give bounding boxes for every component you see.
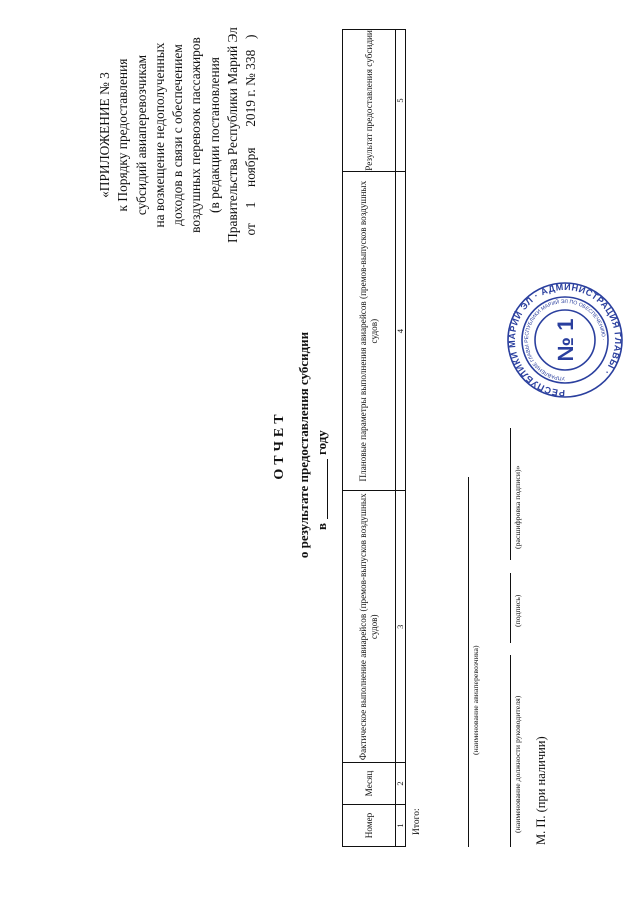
appendix-line: доходов в связи с обеспечением bbox=[170, 44, 186, 226]
date-day: 1 bbox=[243, 201, 259, 209]
signature-line[interactable] bbox=[510, 573, 511, 643]
year-blank-field[interactable] bbox=[327, 459, 328, 519]
column-number: 2 bbox=[396, 763, 406, 805]
decoding-label: (расшифровка подписи)» bbox=[513, 465, 522, 549]
official-stamp bbox=[505, 280, 625, 400]
table-row bbox=[396, 30, 406, 847]
carrier-label: (наименование авиаперевозчика) bbox=[471, 645, 480, 755]
stamp-number: № 1 bbox=[553, 318, 578, 362]
appendix-line: воздушных перевозок пассажиров bbox=[188, 37, 204, 233]
year-prefix: в bbox=[314, 522, 329, 530]
date-prefix: от bbox=[243, 223, 259, 236]
date-year: 2019 bbox=[243, 100, 259, 127]
column-number: 4 bbox=[396, 171, 406, 491]
appendix-line: на возмещение недополученных bbox=[151, 42, 167, 228]
stamp-outer-text: РЕСПУБЛИКИ МАРИЙ ЭЛ · АДМИНИСТРАЦИЯ ГЛАВЫ · bbox=[506, 281, 624, 399]
position-line[interactable] bbox=[510, 655, 511, 847]
appendix-line: к Порядку предоставления bbox=[115, 58, 131, 212]
date-g: г. bbox=[243, 89, 259, 97]
header-planned: Плановые параметры выполнения авиарейсов (премов-выпусков воздушных судов) bbox=[343, 171, 396, 491]
report-table bbox=[342, 29, 406, 847]
appendix-line: субсидий авиаперевозчикам bbox=[133, 54, 149, 216]
column-number: 3 bbox=[396, 491, 406, 763]
column-number: 1 bbox=[396, 805, 406, 847]
report-title: ОТЧЕТ bbox=[272, 410, 287, 480]
carrier-name-line[interactable] bbox=[468, 477, 469, 847]
appendix-line: (в редакции постановления bbox=[206, 57, 222, 213]
header-actual: Фактическое выполнение авиарейсов (премов-выпусков воздушных судов) bbox=[343, 491, 396, 763]
header-result: Результат предоставления субсидии bbox=[343, 30, 396, 172]
table-header-row bbox=[343, 30, 396, 847]
report-year-line bbox=[314, 430, 330, 530]
seal-place-label: М. П. (при наличии) bbox=[534, 736, 548, 845]
close-paren: ) bbox=[243, 34, 259, 39]
position-label: (наименование должности руководителя) bbox=[513, 695, 522, 833]
appendix-line: Правительства Республики Марий Эл bbox=[225, 27, 241, 243]
appendix-date-line bbox=[242, 5, 260, 265]
number-sign: № bbox=[243, 73, 259, 86]
signature-label: (подпись) bbox=[513, 594, 522, 627]
header-month: Месяц bbox=[343, 763, 396, 805]
appendix-header bbox=[96, 5, 261, 265]
year-suffix: году bbox=[314, 430, 329, 455]
date-month: ноября bbox=[243, 147, 259, 187]
total-label: Итого: bbox=[412, 808, 422, 835]
appendix-line: «ПРИЛОЖЕНИЕ № 3 bbox=[97, 72, 112, 198]
decoding-line[interactable] bbox=[510, 428, 511, 560]
column-number: 5 bbox=[396, 30, 406, 172]
document-number: 338 bbox=[243, 49, 259, 70]
report-subtitle: о результате предоставления субсидии bbox=[296, 331, 311, 559]
stamp-inner-text: УПРАВЛЕНИЕ ГЛАВЫ РЕСПУБЛИКИ МАРИЙ ЭЛ ПО ОБЕСПЕЧЕНИЮ · bbox=[523, 298, 607, 382]
header-number: Номер bbox=[343, 805, 396, 847]
